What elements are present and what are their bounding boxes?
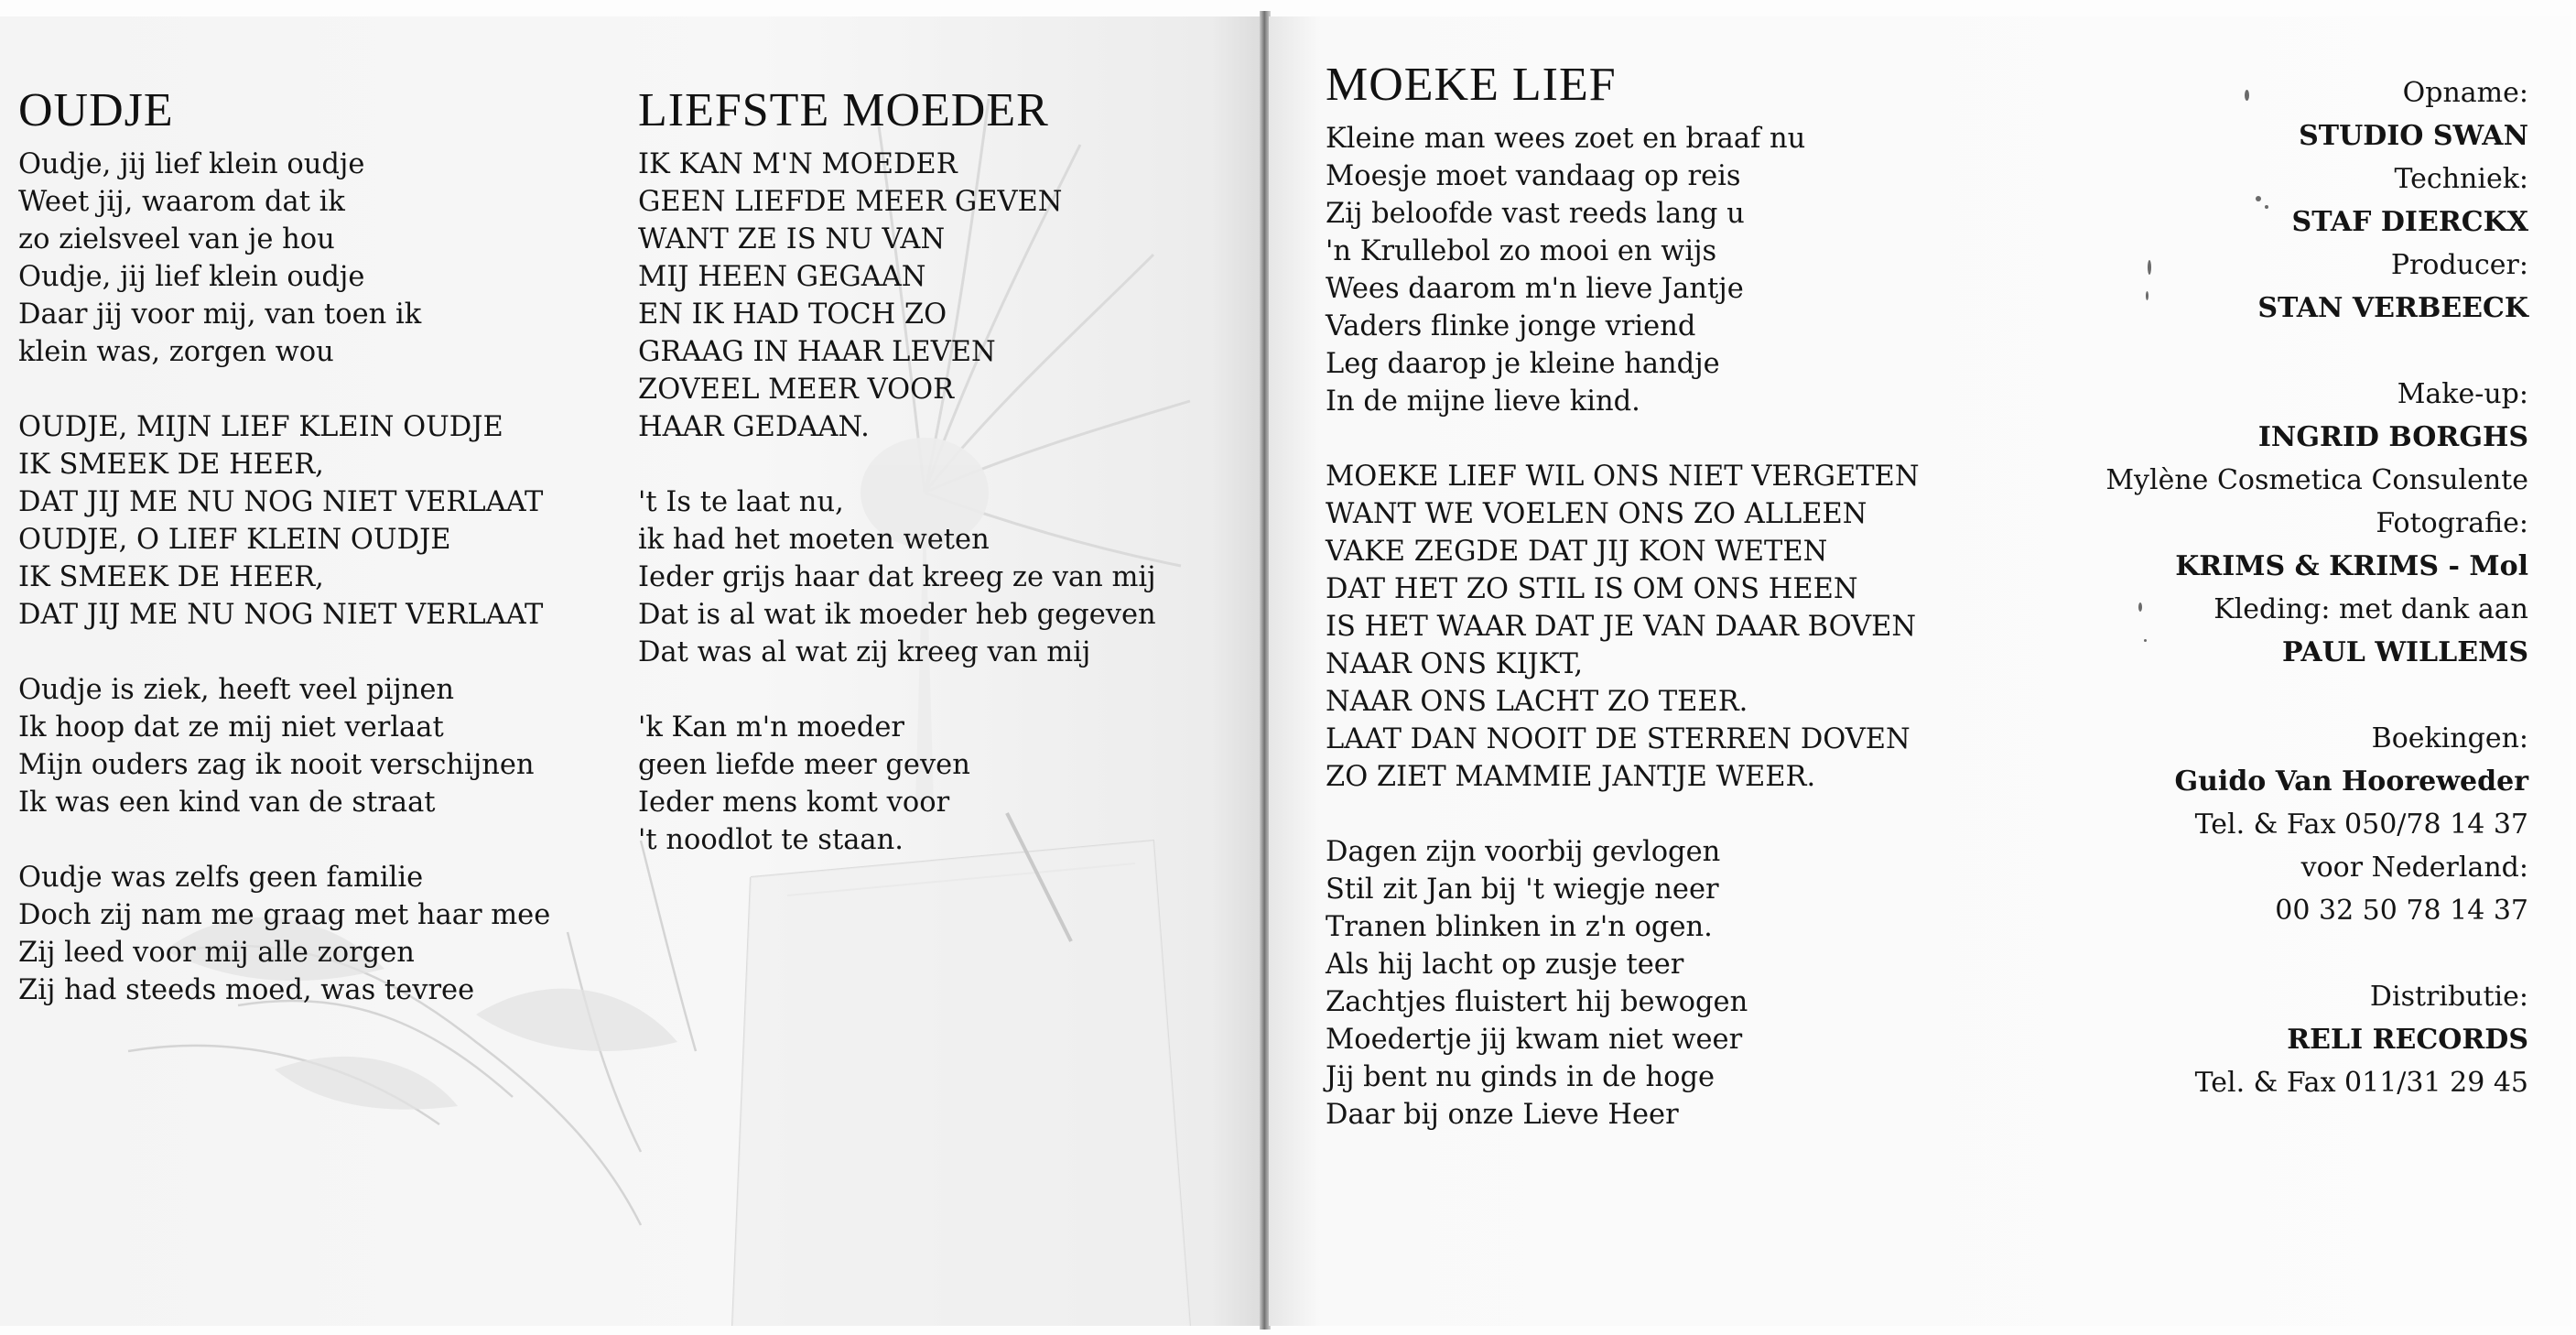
- stanza: [18, 408, 550, 634]
- lyric-line: Oudje was zelfs geen familie: [18, 862, 424, 895]
- stanza: [1326, 120, 1920, 420]
- lyrics-oudje: [18, 146, 550, 1009]
- lyric-line: GEEN LIEFDE MEER GEVEN: [638, 186, 1063, 219]
- lyrics-liefste-moeder: [638, 146, 1156, 859]
- song-moeke-lief: [1326, 59, 1920, 1171]
- lyric-line: ZOVEEL MEER VOOR: [638, 374, 955, 407]
- credit-value: KRIMS & KRIMS - Mol: [2175, 550, 2528, 582]
- lyric-line: klein was, zorgen wou: [18, 336, 334, 369]
- song-oudje: [18, 84, 550, 1047]
- stanza: [18, 671, 550, 821]
- credit-spacer: [1943, 330, 2528, 373]
- lyric-line: EN IK HAD TOCH ZO: [638, 298, 947, 331]
- lyric-line: Als hij lacht op zusje teer: [1326, 949, 1684, 982]
- stanza: [638, 146, 1156, 446]
- lyric-line: Stil zit Jan bij 't wiegje neer: [1326, 874, 1719, 906]
- lyric-line: Oudje, jij lief klein oudje: [18, 148, 365, 181]
- lyric-line: WANT ZE IS NU VAN: [638, 223, 946, 256]
- credit-value: STAN VERBEECK: [2257, 292, 2528, 324]
- lyric-line: Leg daarop je kleine handje: [1326, 348, 1720, 381]
- lyric-line: WANT WE VOELEN ONS ZO ALLEEN: [1326, 498, 1867, 531]
- lyric-line: MOEKE LIEF WIL ONS NIET VERGETEN: [1326, 461, 1920, 494]
- credit-spacer: [1943, 932, 2528, 975]
- credit-label: Boekingen:: [2371, 722, 2528, 754]
- song-title-oudje: OUDJE: [18, 84, 174, 136]
- credit-label: voor Nederland:: [2300, 852, 2528, 884]
- lyric-line: NAAR ONS KIJKT,: [1326, 648, 1584, 681]
- left-page: [0, 16, 1261, 1326]
- lyric-line: DAT JIJ ME NU NOG NIET VERLAAT: [18, 599, 544, 632]
- lyric-line: OUDJE, MIJN LIEF KLEIN OUDJE: [18, 411, 503, 444]
- lyric-line: 'n Krullebol zo mooi en wijs: [1326, 235, 1717, 268]
- lyric-line: OUDJE, O LIEF KLEIN OUDJE: [18, 524, 451, 557]
- credit-label: 00 32 50 78 14 37: [2275, 895, 2528, 927]
- lyric-line: Zachtjes fluistert hij bewogen: [1326, 986, 1748, 1019]
- lyric-line: Wees daarom m'n lieve Jantje: [1326, 273, 1744, 306]
- lyric-line: Moedertje jij kwam niet weer: [1326, 1024, 1743, 1057]
- lyric-line: VAKE ZEGDE DAT JIJ KON WETEN: [1326, 536, 1828, 569]
- lyric-line: Daar jij voor mij, van toen ik: [18, 298, 422, 331]
- credit-value: STAF DIERCKX: [2291, 206, 2528, 238]
- lyric-line: Zij had steeds moed, was tevree: [18, 974, 475, 1007]
- lyric-line: IS HET WAAR DAT JE VAN DAAR BOVEN: [1326, 611, 1917, 644]
- credit-label: Opname:: [2402, 77, 2528, 109]
- lyric-line: Dagen zijn voorbij gevlogen: [1326, 836, 1721, 869]
- credit-label: Tel. & Fax 011/31 29 45: [2194, 1067, 2528, 1099]
- credit-label: Techniek:: [2394, 163, 2528, 195]
- lyric-line: Ik was een kind van de straat: [18, 787, 436, 819]
- song-title-liefste-moeder: LIEFSTE MOEDER: [638, 84, 1049, 136]
- lyric-line: Ieder mens komt voor: [638, 787, 950, 819]
- lyric-line: In de mijne lieve kind.: [1326, 385, 1640, 418]
- lyric-line: geen liefde meer geven: [638, 749, 970, 782]
- lyric-line: Zij beloofde vast reeds lang u: [1326, 198, 1745, 231]
- lyric-line: zo zielsveel van je hou: [18, 223, 335, 256]
- lyric-line: IK SMEEK DE HEER,: [18, 449, 324, 482]
- credit-value: STUDIO SWAN: [2299, 120, 2528, 152]
- lyric-line: Dat is al wat ik moeder heb gegeven: [638, 599, 1156, 632]
- lyric-line: Oudje, jij lief klein oudje: [18, 261, 365, 294]
- lyric-line: Kleine man wees zoet en braaf nu: [1326, 123, 1806, 156]
- song-title-moeke-lief: MOEKE LIEF: [1326, 59, 1617, 111]
- lyric-line: Mijn ouders zag ik nooit verschijnen: [18, 749, 535, 782]
- lyric-line: ik had het moeten weten: [638, 524, 990, 557]
- credit-value: RELI RECORDS: [2287, 1024, 2528, 1056]
- lyric-line: ZO ZIET MAMMIE JANTJE WEER.: [1326, 761, 1816, 794]
- lyric-line: 't noodlot te staan.: [638, 824, 904, 857]
- stanza: [1326, 458, 1920, 796]
- stanza: [638, 709, 1156, 859]
- lyric-line: GRAAG IN HAAR LEVEN: [638, 336, 996, 369]
- credit-label: Make-up:: [2397, 378, 2528, 410]
- lyric-line: Moesje moet vandaag op reis: [1326, 160, 1741, 193]
- lyric-line: 't Is te laat nu,: [638, 486, 844, 519]
- credit-value: PAUL WILLEMS: [2281, 636, 2528, 668]
- lyric-line: IK SMEEK DE HEER,: [18, 561, 324, 594]
- lyric-line: HAAR GEDAAN.: [638, 411, 870, 444]
- stanza: [1326, 833, 1920, 1134]
- credit-value: Guido Van Hooreweder: [2174, 765, 2528, 798]
- song-liefste-moeder: [638, 84, 1156, 896]
- stanza: [638, 483, 1156, 671]
- lyric-line: Oudje is ziek, heeft veel pijnen: [18, 674, 455, 707]
- credit-label: Tel. & Fax 050/78 14 37: [2194, 809, 2528, 841]
- lyric-line: Zij leed voor mij alle zorgen: [18, 937, 415, 970]
- credit-value: INGRID BORGHS: [2257, 421, 2528, 453]
- lyric-line: Weet jij, waarom dat ik: [18, 186, 345, 219]
- lyric-line: LAAT DAN NOOIT DE STERREN DOVEN: [1326, 723, 1910, 756]
- lyric-line: DAT HET ZO STIL IS OM ONS HEEN: [1326, 573, 1858, 606]
- lyric-line: NAAR ONS LACHT ZO TEER.: [1326, 686, 1748, 719]
- lyric-line: Daar bij onze Lieve Heer: [1326, 1099, 1679, 1132]
- credit-label: Mylène Cosmetica Consulente: [2105, 464, 2528, 496]
- lyric-line: Jij bent nu ginds in de hoge: [1326, 1061, 1716, 1094]
- stanza: [18, 859, 550, 1009]
- lyric-line: Ik hoop dat ze mij niet verlaat: [18, 711, 444, 744]
- credit-spacer: [1943, 674, 2528, 717]
- stanza: [18, 146, 550, 371]
- credit-label: Distributie:: [2369, 981, 2528, 1013]
- lyric-line: Doch zij nam me graag met haar mee: [18, 899, 551, 932]
- credit-label: Fotografie:: [2376, 507, 2528, 539]
- lyric-line: IK KAN M'N MOEDER: [638, 148, 958, 181]
- lyric-line: Ieder grijs haar dat kreeg ze van mij: [638, 561, 1156, 594]
- lyric-line: Vaders flinke jonge vriend: [1326, 310, 1696, 343]
- credit-label: Kleding: met dank aan: [2213, 593, 2528, 625]
- lyric-line: Tranen blinken in z'n ogen.: [1326, 911, 1713, 944]
- lyric-line: Dat was al wat zij kreeg van mij: [638, 636, 1091, 669]
- lyric-line: 'k Kan m'n moeder: [638, 711, 905, 744]
- lyrics-moeke-lief: [1326, 120, 1920, 1134]
- credits-block: [1943, 71, 2528, 1104]
- credit-label: Producer:: [2390, 249, 2528, 281]
- lyric-line: MIJ HEEN GEGAAN: [638, 261, 926, 294]
- lyric-line: DAT JIJ ME NU NOG NIET VERLAAT: [18, 486, 544, 519]
